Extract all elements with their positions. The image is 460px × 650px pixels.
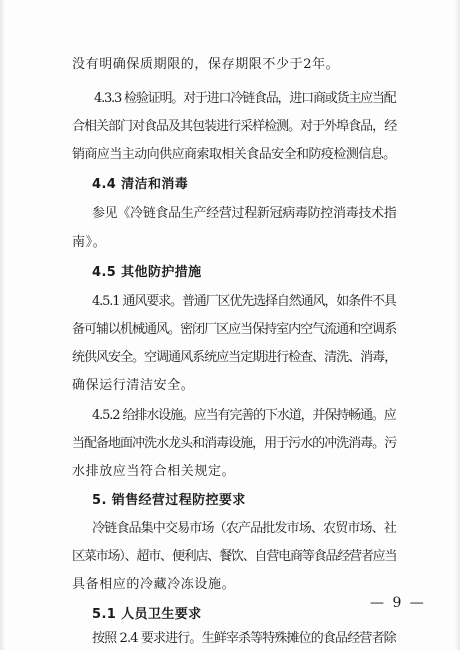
text-line: 4.3.3 检验证明。对于进口冷链食品，进口商或货主应当配 bbox=[94, 91, 396, 106]
text-line: 区菜市场）、超市、便利店、餐饮、自营电商等食品经营者应当 bbox=[72, 549, 397, 564]
section-heading: 5. 销售经营过程防控要求 bbox=[92, 493, 246, 508]
section-heading: 4.4 清洁和消毒 bbox=[92, 177, 189, 192]
text-line: 合相关部门对食品及其包装进行采样检测。对于外埠食品，经 bbox=[72, 119, 397, 134]
text-line: 水排放应当符合相关规定。 bbox=[72, 464, 236, 479]
text-line: 统供风安全。空调通风系统应当定期进行检查、清洗、消毒， bbox=[72, 350, 397, 365]
section-heading: 5.1 人员卫生要求 bbox=[92, 607, 202, 622]
text-line: 具备相应的冷藏冷冻设施。 bbox=[72, 577, 236, 592]
text-line: 没有明确保质期限的，保存期限不少于2年。 bbox=[72, 57, 340, 72]
text-line: 备可辅以机械通风。密闭厂区应当保持室内空气流通和空调系 bbox=[72, 322, 397, 337]
text-line: 销商应当主动向供应商索取相关食品安全和防疫检测信息。 bbox=[72, 147, 396, 162]
text-line: 4.5.2 给排水设施。应当有完善的下水道，并保持畅通。应 bbox=[92, 408, 396, 423]
page-number: — 9 — bbox=[370, 595, 426, 611]
text-line: 参见《冷链食品生产经营过程新冠病毒防控消毒技术指 bbox=[92, 206, 397, 221]
text-line: 按照 2.4 要求进行。生鲜宰杀等特殊摊位的食品经营者除 bbox=[92, 631, 396, 646]
section-heading: 4.5 其他防护措施 bbox=[92, 265, 202, 280]
text-line: 4.5.1 通风要求。普通厂区优先选择自然通风，如条件不具 bbox=[92, 294, 396, 309]
text-line: 当配备地面冲洗水龙头和消毒设施，用于污水的冲洗消毒。污 bbox=[72, 436, 397, 451]
text-line: 冷链食品集中交易市场（农产品批发市场、农贸市场、社 bbox=[92, 521, 397, 536]
page-right-edge bbox=[454, 0, 460, 650]
text-line: 南》。 bbox=[72, 235, 107, 250]
page-left-edge bbox=[0, 0, 6, 650]
text-line: 确保运行清洁安全。 bbox=[72, 378, 195, 393]
